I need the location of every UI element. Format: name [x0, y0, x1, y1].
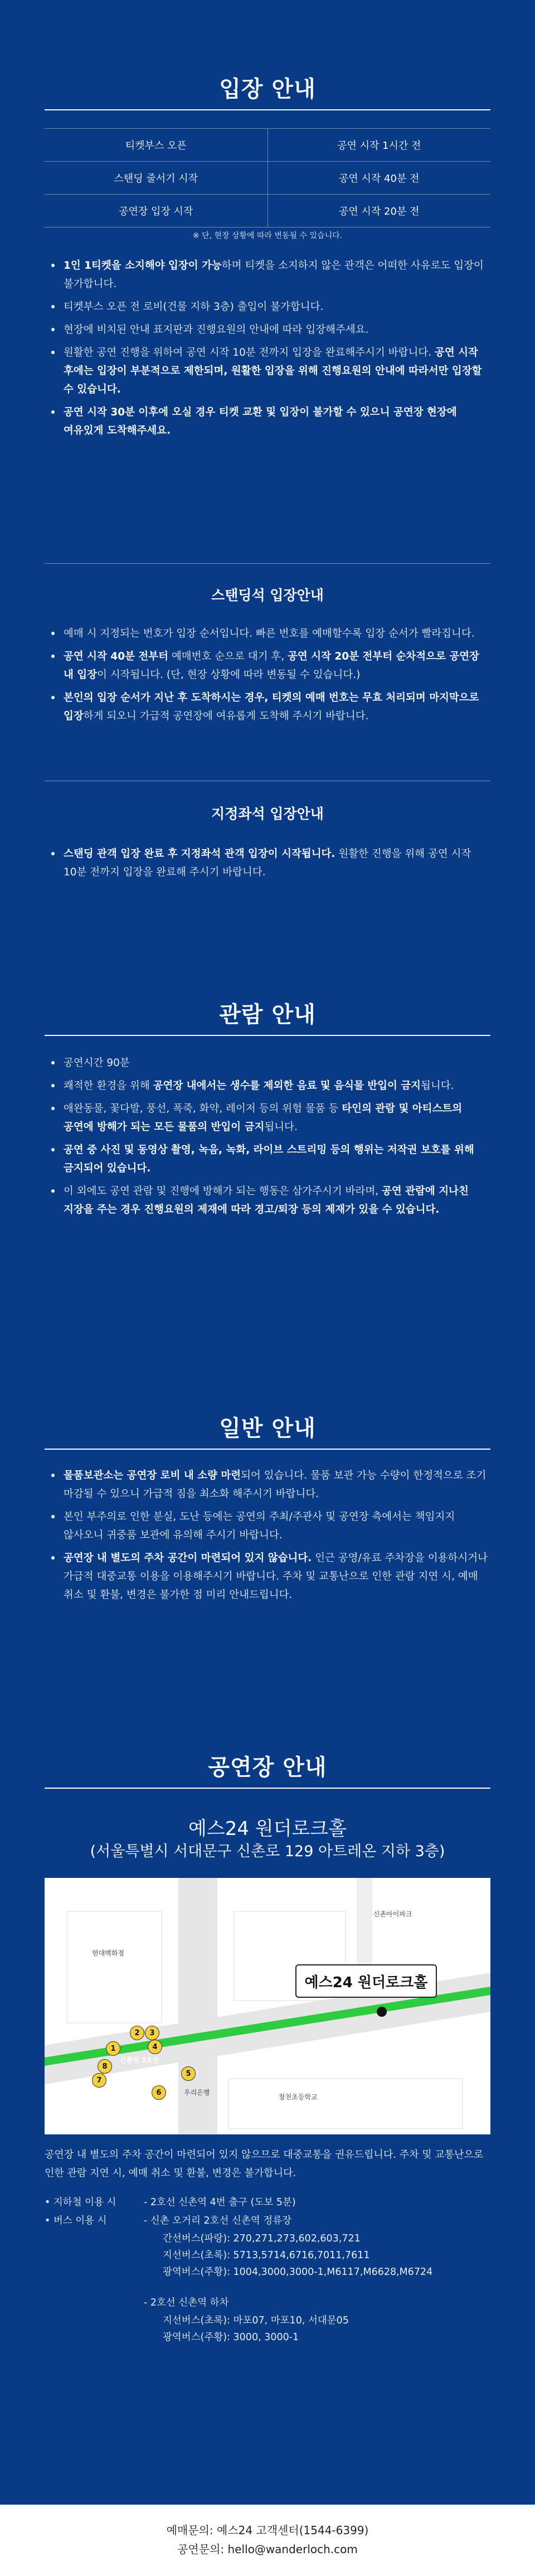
- bullet-text: 쾌적한 환경을 위해: [64, 1080, 153, 1092]
- footer-show-inquiry: 공연문의: hello@wanderloch.com: [177, 2543, 358, 2556]
- map-venue-dot: [377, 2007, 387, 2017]
- bullet-item: [56, 298, 490, 316]
- bullet-text: 애완동물, 꽃다발, 풍선, 폭죽, 화약, 레이저 등의 위험 물품 등: [64, 1103, 342, 1115]
- venue-name: 예스24 원더로크홀: [188, 1818, 347, 1840]
- bullet-emphasis: 공연 시작 40분 전부터: [64, 651, 169, 662]
- bullet-text: 예매 시 지정되는 번호가 입장 순서입니다. 빠른 번호를 예매할수록 입장 순서가 빨라집니다.: [64, 628, 475, 640]
- venue-title: 공연장 안내: [208, 1755, 327, 1780]
- schedule-event: 티켓부스 오픈: [125, 140, 187, 152]
- bullet-item: [56, 256, 490, 293]
- bullet-emphasis: 공연 시작 20분 전부터 순차적으로 공연장 내 입장: [64, 651, 479, 681]
- standing-divider: [45, 563, 490, 564]
- map-drawing: [45, 1878, 490, 2134]
- bullet-item: [56, 343, 490, 399]
- general-title-divider: [45, 1449, 490, 1450]
- bullet-emphasis: 스탠딩 관객 입장 완료 후 지정좌석 관객 입장이 시작됩니다.: [64, 848, 335, 860]
- bullet-text: 이 시작됩니다. (단, 현장 상황에 따라 변동될 수 있습니다.): [97, 669, 361, 681]
- bullet-item: [56, 1508, 490, 1544]
- bullet-emphasis: 물품보관소는 공연장 로비 내 소량 마련: [64, 1470, 241, 1481]
- general-title: 일반 안내: [219, 1416, 316, 1441]
- bus-line: 지선버스(초록): 5713,5714,6716,7011,7611: [163, 2250, 370, 2261]
- standing-title: 스탠딩석 입장안내: [211, 587, 324, 603]
- bullet-item: [56, 647, 490, 684]
- bullet-emphasis: 공연 시작 후에는 입장이 부분적으로 제한되며, 원활한 입장을 위해 진행요원의 안내에 따라서만 입장할 수 있습니다.: [64, 347, 482, 395]
- bullet-text: 하며 티켓을 소지하지 않은 관객은 어떠한 사유로도 입장이 불가합니다.: [64, 260, 484, 290]
- map-exit-marker: 7: [92, 2073, 106, 2088]
- bus-stop1: - 신촌 오거리 2호선 신촌역 정류장: [144, 2215, 292, 2226]
- bullet-text: 하게 되오니 가급적 공연장에 여유롭게 도착해 주시기 바랍니다.: [83, 710, 369, 722]
- schedule-row: [45, 128, 490, 162]
- map-exit-marker: 6: [152, 2085, 166, 2100]
- bullet-emphasis: 공연장 내 별도의 주차 공간이 마련되어 있지 않습니다.: [64, 1552, 312, 1564]
- schedule-time: 공연 시작 1시간 전: [268, 129, 491, 161]
- bullet-text: 원활한 공연 진행을 위하여 공연 시작 10분 전까지 입장을 완료해주시기 바랍니다.: [64, 347, 435, 359]
- bullet-emphasis: 공연 관람에 지나친 지장을 주는 경우 진행요원의 제재에 따라 경고/퇴장 등의 제재가 있을 수 있습니다.: [64, 1185, 469, 1216]
- bullet-item: [56, 403, 490, 440]
- schedule-time: 공연 시작 20분 전: [268, 195, 491, 227]
- map-venue-box: 예스24 원더로크홀: [295, 1964, 437, 1998]
- entry-table-note: ※ 단, 현장 상황에 따라 변동될 수 있습니다.: [192, 231, 343, 240]
- bullet-item: [56, 1549, 490, 1604]
- bullet-text: 본인 부주의로 인한 분실, 도난 등에는 공연의 주최/주관사 및 공연장 측에서는 책임지지 않사오니 귀중품 보관에 유의해 주시기 바랍니다.: [64, 1511, 455, 1541]
- map-label-church: 창천초등학교: [279, 2093, 318, 2101]
- map-exit-marker: 3: [145, 2026, 159, 2040]
- schedule-time: 공연 시작 40분 전: [268, 162, 491, 194]
- map-exit-marker: 8: [98, 2059, 112, 2074]
- bullet-emphasis: 공연 중 사진 및 동영상 촬영, 녹음, 녹화, 라이브 스트리밍 등의 행위는 저작권 보호를 위해 금지되어 있습니다.: [64, 1144, 474, 1174]
- schedule-event: 공연장 입장 시작: [119, 206, 193, 217]
- subway-label: • 지하철 이용 시: [45, 2197, 116, 2208]
- bullet-item: [56, 624, 490, 643]
- venue-title-divider: [45, 1788, 490, 1789]
- reserved-title: 지정좌석 입장안내: [211, 806, 324, 822]
- bus-line: 간선버스(파랑): 270,271,273,602,603,721: [163, 2233, 361, 2244]
- viewing-title-divider: [45, 1035, 490, 1036]
- bullet-item: [56, 845, 490, 882]
- bullet-text: 티켓부스 오픈 전 로비(건물 지하 3층) 출입이 불가합니다.: [64, 301, 324, 313]
- entry-title: 입장 안내: [219, 76, 316, 102]
- viewing-bullet-list: [56, 1054, 490, 1223]
- footer-ticket-inquiry: 예매문의: 예스24 고객센터(1544-6399): [166, 2524, 369, 2537]
- bullet-text: 인근 공영/유료 주차장을 이용하시거나 가급적 대중교통 이용을 이용해주시기 바랍니다. 주차 및 교통난으로 인한 관람 지연 시, 예매 취소 및 환불, 변경은 불가한 점 미리 안내드립니다.: [64, 1552, 488, 1601]
- venue-map: [45, 1878, 490, 2134]
- bus-stop1-lines: [163, 2230, 432, 2280]
- bullet-item: [56, 1466, 490, 1503]
- bus-line: 광역버스(주황): 3000, 3000-1: [163, 2332, 299, 2343]
- bullet-item: [56, 1077, 490, 1095]
- bullet-text: 현장에 비치된 안내 표지판과 진행요원의 안내에 따라 입장해주세요.: [64, 324, 369, 336]
- bullet-item: [56, 1182, 490, 1219]
- bus-stop2: - 2호선 신촌역 하차: [144, 2297, 229, 2308]
- map-exit-marker: 4: [148, 2040, 162, 2054]
- entry-title-divider: [45, 109, 490, 110]
- map-exit-marker: 1: [106, 2041, 120, 2056]
- entry-schedule-table: [45, 128, 490, 227]
- bus-label: • 버스 이용 시: [45, 2215, 107, 2226]
- bullet-item: [56, 689, 490, 725]
- bullet-text: 이 외에도 공연 관람 및 진행에 방해가 되는 행동은 삼가주시기 바라며,: [64, 1185, 382, 1197]
- bus-stop2-lines: [163, 2312, 349, 2346]
- schedule-row: [45, 162, 490, 195]
- map-label-left: 현대백화점: [92, 1949, 124, 1957]
- bullet-emphasis: 타인의 관람 및 아티스트의 공연에 방해가 되는 모든 물품의 반입이 금지: [64, 1103, 463, 1133]
- bullet-emphasis: 본인의 입장 순서가 지난 후 도착하시는 경우, 티켓의 예매 번호는 무효 처리되며 마지막으로 입장: [64, 692, 479, 722]
- bullet-text: 되어 있습니다. 물품 보관 가능 수량이 한정적으로 조기 마감될 수 있으니 가급적 짐을 최소화 해주시기 바랍니다.: [64, 1470, 487, 1500]
- viewing-title: 관람 안내: [219, 1002, 316, 1028]
- map-label-top: 신촌아이파크: [373, 1910, 412, 1918]
- reserved-bullet-list: [56, 845, 490, 886]
- bullet-emphasis: 공연 시작 30분 이후에 오실 경우 티켓 교환 및 입장이 불가할 수 있으니 공연장 현장에 여유있게 도착해주세요.: [64, 406, 457, 437]
- bullet-item: [56, 321, 490, 339]
- bullet-item: [56, 1100, 490, 1136]
- footer: [0, 2505, 535, 2576]
- bus-line: 광역버스(주황): 1004,3000,3000-1,M6117,M6628,M6724: [163, 2267, 433, 2278]
- venue-address: (서울특별시 서대문구 신촌로 129 아트레온 지하 3층): [90, 1843, 445, 1860]
- bullet-emphasis: 공연장 내에서는 생수를 제외한 음료 및 음식물 반입이 금지: [153, 1080, 421, 1092]
- bullet-text: 됩니다.: [264, 1121, 298, 1133]
- bullet-emphasis: 1인 1티켓을 소지해야 입장이 가능: [64, 260, 222, 272]
- bus-line: 지선버스(초록): 마포07, 마포10, 서대문05: [163, 2315, 349, 2326]
- map-exit-marker: 2: [130, 2026, 144, 2040]
- map-exit-marker: 5: [181, 2066, 196, 2081]
- venue-description: 공연장 내 별도의 주차 공간이 마련되어 있지 않으므로 대중교통을 권유드립니다. 주차 및 교통난으로 인한 관람 지연 시, 예매 취소 및 환불, 변경은 불가합니다.: [45, 2149, 484, 2179]
- entry-bullet-list: [56, 256, 490, 444]
- general-bullet-list: [56, 1466, 490, 1609]
- standing-bullet-list: [56, 624, 490, 730]
- bullet-text: 공연시간 90분: [64, 1057, 130, 1069]
- subway-text: - 2호선 신촌역 4번 출구 (도보 5분): [144, 2197, 296, 2208]
- bullet-text: 됩니다.: [421, 1080, 454, 1092]
- bullet-item: [56, 1141, 490, 1178]
- map-label-station: 신촌역 2호선: [120, 2056, 159, 2064]
- schedule-event: 스탠딩 줄서기 시작: [114, 173, 198, 185]
- map-label-woori: 우리은행: [184, 2089, 210, 2096]
- schedule-row: [45, 195, 490, 227]
- bullet-item: [56, 1054, 490, 1072]
- bullet-text: 예매번호 순으로 대기 후,: [168, 651, 288, 662]
- bullet-text: 원활한 진행을 위해 공연 시작 10분 전까지 입장을 완료해 주시기 바랍니다.: [64, 848, 471, 878]
